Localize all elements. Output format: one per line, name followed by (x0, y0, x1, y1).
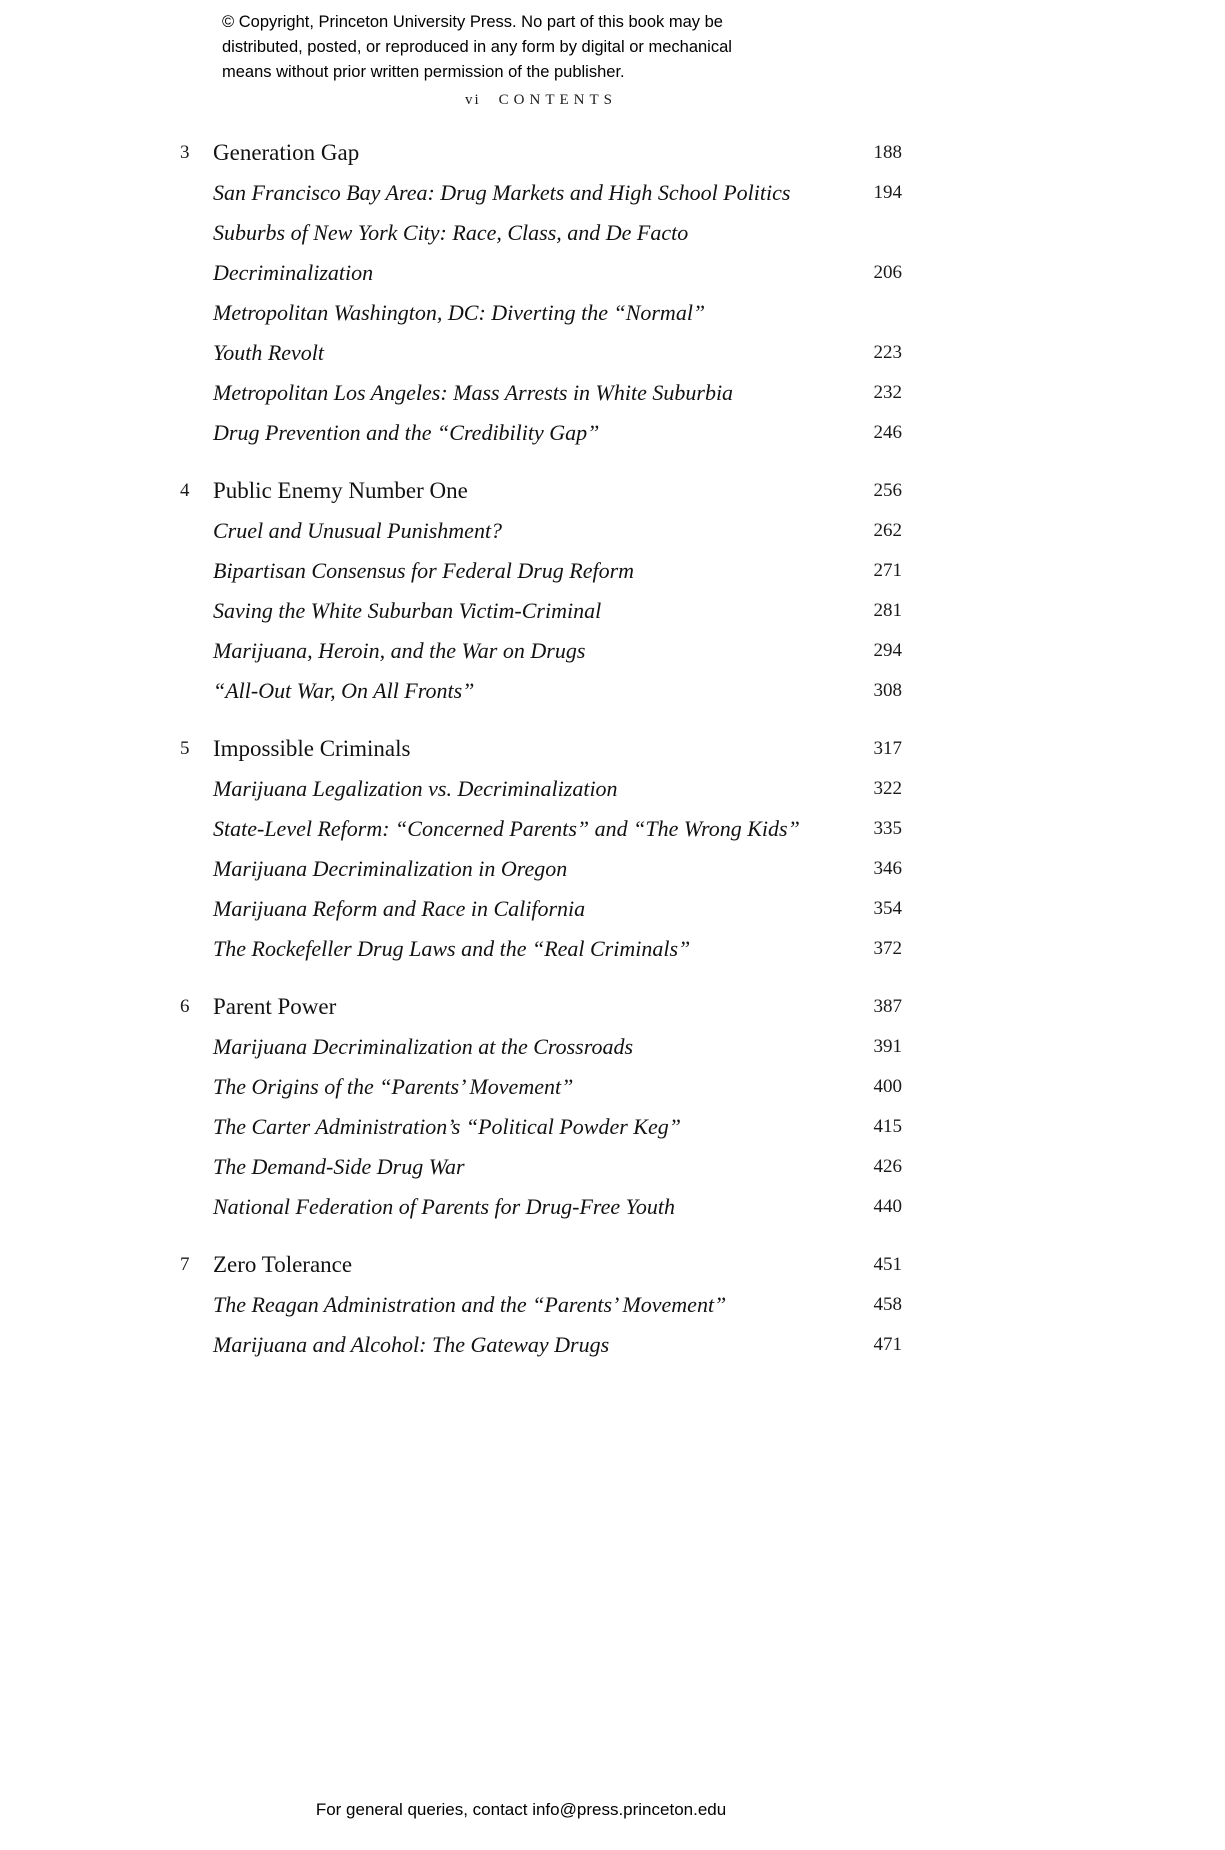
toc-section-row (180, 809, 902, 849)
section-title (213, 889, 854, 929)
toc-section-row (180, 1187, 902, 1227)
toc-section-row (180, 551, 902, 591)
toc-chapter-row (180, 1245, 902, 1285)
toc-section-row (180, 293, 902, 373)
section-title-line: Bipartisan Consensus for Federal Drug Reform (213, 558, 635, 583)
section-title-line: The Carter Administration’s “Political Powder Keg” (213, 1114, 681, 1139)
section-title-line: Marijuana, Heroin, and the War on Drugs (213, 638, 586, 663)
chapter-number: 5 (180, 738, 190, 759)
contents-page (180, 92, 902, 1365)
toc-section-row (180, 413, 902, 453)
section-title (213, 1067, 854, 1107)
chapter-page-number: 188 (873, 142, 902, 163)
section-title-line: Cruel and Unusual Punishment? (213, 518, 503, 543)
section-title-line: San Francisco Bay Area: Drug Markets and High School Politics (213, 180, 791, 205)
section-page-number: 206 (873, 262, 902, 283)
section-title (213, 173, 854, 213)
section-page-number: 271 (873, 560, 902, 581)
section-title (213, 293, 854, 373)
toc-section-row (180, 1147, 902, 1187)
toc-section-row (180, 373, 902, 413)
section-title-line: Decriminalization (213, 260, 374, 285)
section-title-line: Marijuana Decriminalization at the Crossroads (213, 1034, 634, 1059)
section-title-line: The Origins of the “Parents’ Movement” (213, 1074, 574, 1099)
chapter-page-number: 256 (873, 480, 902, 501)
section-page-number: 223 (873, 342, 902, 363)
section-title-line: Drug Prevention and the “Credibility Gap” (213, 420, 600, 445)
chapter-page-number: 317 (873, 738, 902, 759)
section-page-number: 354 (873, 898, 902, 919)
section-title (213, 809, 854, 849)
chapter-title: Impossible Criminals (213, 736, 411, 761)
chapter-number: 3 (180, 142, 190, 163)
toc-section-row (180, 929, 902, 969)
section-title (213, 1187, 854, 1227)
section-page-number: 372 (873, 938, 902, 959)
section-title-line: The Reagan Administration and the “Parents’ Movement” (213, 1292, 727, 1317)
footer-queries-note: For general queries, contact info@press.princeton.edu (315, 1800, 727, 1819)
toc-section-row (180, 1027, 902, 1067)
toc-section-row (180, 1107, 902, 1147)
section-page-number: 440 (873, 1196, 902, 1217)
section-title (213, 213, 854, 293)
toc-chapter-row (180, 133, 902, 173)
toc-chapter-row (180, 729, 902, 769)
toc-section-row (180, 671, 902, 711)
section-title (213, 413, 854, 453)
section-title-line: State-Level Reform: “Concerned Parents” and “The Wrong Kids” (213, 816, 800, 841)
section-title-line: Marijuana and Alcohol: The Gateway Drugs (213, 1332, 610, 1357)
toc-section-row (180, 1325, 902, 1365)
copyright-line: means without prior written permission of the publisher. (222, 63, 625, 82)
section-page-number: 415 (873, 1116, 902, 1137)
chapter-page-number: 387 (873, 996, 902, 1017)
section-page-number: 281 (873, 600, 902, 621)
section-title (213, 1285, 854, 1325)
section-page-number: 400 (873, 1076, 902, 1097)
section-page-number: 391 (873, 1036, 902, 1057)
section-title-line: Saving the White Suburban Victim-Criminal (213, 598, 602, 623)
section-page-number: 335 (873, 818, 902, 839)
section-page-number: 346 (873, 858, 902, 879)
toc-section-row (180, 213, 902, 293)
copyright-notice (222, 10, 842, 85)
chapter-page-number: 451 (873, 1254, 902, 1275)
section-title (213, 1027, 854, 1067)
section-page-number: 246 (873, 422, 902, 443)
section-title-line: Suburbs of New York City: Race, Class, and De Facto (213, 220, 689, 245)
section-title (213, 591, 854, 631)
folio-page-number: vi (464, 92, 481, 108)
chapter-title: Parent Power (213, 994, 337, 1019)
running-head (180, 92, 902, 109)
section-title-line: National Federation of Parents for Drug-Free Youth (213, 1194, 675, 1219)
section-page-number: 426 (873, 1156, 902, 1177)
toc-chapter-row (180, 471, 902, 511)
section-page-number: 294 (873, 640, 902, 661)
section-title-line: The Rockefeller Drug Laws and the “Real Criminals” (213, 936, 691, 961)
copyright-line: distributed, posted, or reproduced in any form by digital or mechanical (222, 38, 732, 57)
section-title (213, 929, 854, 969)
toc-section-row (180, 889, 902, 929)
section-title (213, 631, 854, 671)
section-title-line: Metropolitan Los Angeles: Mass Arrests in White Suburbia (213, 380, 734, 405)
toc-section-row (180, 849, 902, 889)
section-title (213, 373, 854, 413)
section-title (213, 551, 854, 591)
section-title-line: Marijuana Legalization vs. Decriminalization (213, 776, 618, 801)
section-page-number: 308 (873, 680, 902, 701)
section-page-number: 322 (873, 778, 902, 799)
section-page-number: 471 (873, 1334, 902, 1355)
section-title (213, 849, 854, 889)
copyright-line: © Copyright, Princeton University Press. No part of this book may be (222, 13, 723, 31)
toc-section-row (180, 591, 902, 631)
chapter-number: 7 (180, 1254, 190, 1275)
section-title (213, 511, 854, 551)
section-page-number: 232 (873, 382, 902, 403)
chapter-title: Public Enemy Number One (213, 478, 468, 503)
chapter-number: 6 (180, 996, 190, 1017)
chapter-title: Generation Gap (213, 140, 360, 165)
section-page-number: 458 (873, 1294, 902, 1315)
toc-section-row (180, 173, 902, 213)
section-title-line: Marijuana Decriminalization in Oregon (213, 856, 568, 881)
toc-section-row (180, 511, 902, 551)
section-page-number: 194 (873, 182, 902, 203)
section-title-line: Metropolitan Washington, DC: Diverting the “Normal” (213, 300, 706, 325)
section-title-line: Youth Revolt (213, 340, 325, 365)
section-title-line: The Demand-Side Drug War (213, 1154, 465, 1179)
section-title-line: Marijuana Reform and Race in California (213, 896, 586, 921)
section-title (213, 671, 854, 711)
section-title (213, 1147, 854, 1187)
section-page-number: 262 (873, 520, 902, 541)
section-title-line: “All-Out War, On All Fronts” (213, 678, 475, 703)
toc-section-row (180, 1285, 902, 1325)
running-head-title: CONTENTS (498, 92, 617, 108)
section-title (213, 1325, 854, 1365)
toc-chapter-row (180, 987, 902, 1027)
section-title (213, 1107, 854, 1147)
toc-section-row (180, 1067, 902, 1107)
toc-section-row (180, 631, 902, 671)
section-title (213, 769, 854, 809)
toc-list (180, 133, 902, 1365)
toc-section-row (180, 769, 902, 809)
chapter-number: 4 (180, 480, 190, 501)
chapter-title: Zero Tolerance (213, 1252, 353, 1277)
